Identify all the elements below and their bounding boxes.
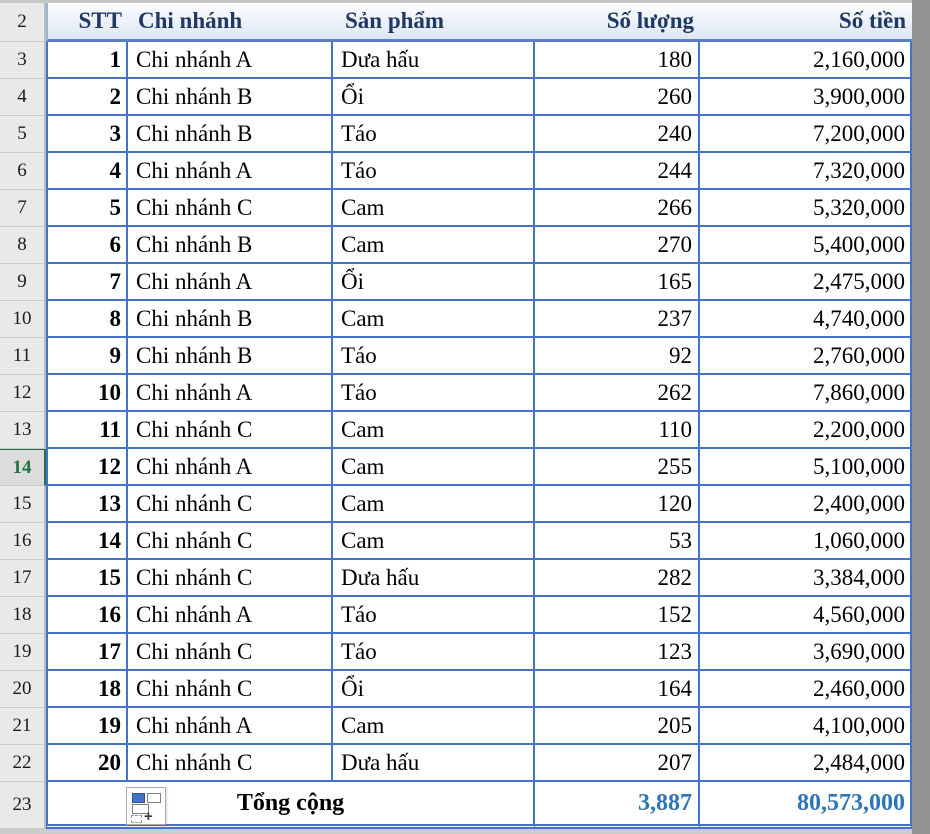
table-row: [0, 227, 912, 264]
row-header[interactable]: 7: [0, 190, 46, 227]
worksheet-grid: [0, 3, 912, 829]
cell-stt[interactable]: 17: [46, 634, 128, 671]
cell-quantity[interactable]: 120: [535, 486, 700, 523]
cell-product[interactable]: Ổi: [333, 671, 535, 708]
cell-branch[interactable]: Chi nhánh A: [128, 449, 333, 486]
table-row: [0, 486, 912, 523]
cell-quantity[interactable]: 123: [535, 634, 700, 671]
cell-amount[interactable]: 5,100,000: [700, 449, 912, 486]
cell-quantity[interactable]: 266: [535, 190, 700, 227]
row-header[interactable]: 9: [0, 264, 46, 301]
cell-quantity[interactable]: 244: [535, 153, 700, 190]
table-row: [0, 116, 912, 153]
cell-amount[interactable]: 2,200,000: [700, 412, 912, 449]
cell-branch[interactable]: Chi nhánh B: [128, 301, 333, 338]
row-header[interactable]: 17: [0, 560, 46, 597]
cell-stt[interactable]: 10: [46, 375, 128, 412]
cell-product[interactable]: Dưa hấu: [333, 745, 535, 782]
cell-branch[interactable]: Chi nhánh C: [128, 486, 333, 523]
cell-amount[interactable]: 7,860,000: [700, 375, 912, 412]
cell-product[interactable]: Táo: [333, 597, 535, 634]
cell-branch[interactable]: Chi nhánh A: [128, 708, 333, 745]
cell-stt[interactable]: 12: [46, 449, 128, 486]
row-header[interactable]: 23: [0, 782, 46, 829]
total-label: Tổng cộng: [236, 789, 345, 816]
cell-amount[interactable]: 5,320,000: [700, 190, 912, 227]
cell-branch[interactable]: Chi nhánh A: [128, 264, 333, 301]
cell-product[interactable]: Cam: [333, 486, 535, 523]
cell-branch[interactable]: Chi nhánh C: [128, 671, 333, 708]
cell-stt[interactable]: 6: [46, 227, 128, 264]
cell-amount[interactable]: 5,400,000: [700, 227, 912, 264]
cell-product[interactable]: Táo: [333, 375, 535, 412]
cell-product[interactable]: Ổi: [333, 79, 535, 116]
table-row: [0, 708, 912, 745]
cell-product[interactable]: Ổi: [333, 264, 535, 301]
table-row: [0, 597, 912, 634]
cell-amount[interactable]: 2,400,000: [700, 486, 912, 523]
row-header[interactable]: 6: [0, 153, 46, 190]
row-header[interactable]: 12: [0, 375, 46, 412]
row-header[interactable]: 14: [0, 449, 46, 486]
table-row: [0, 338, 912, 375]
table-row: [0, 79, 912, 116]
row-header[interactable]: 19: [0, 634, 46, 671]
cell-quantity[interactable]: 165: [535, 264, 700, 301]
cell-product[interactable]: Dưa hấu: [333, 42, 535, 79]
cell-quantity[interactable]: 282: [535, 560, 700, 597]
column-header-stt[interactable]: STT: [46, 3, 128, 42]
cell-product[interactable]: Táo: [333, 116, 535, 153]
cell-quantity[interactable]: 240: [535, 116, 700, 153]
table-row: [0, 523, 912, 560]
cell-branch[interactable]: Chi nhánh C: [128, 523, 333, 560]
cell-amount[interactable]: 2,160,000: [700, 42, 912, 79]
cell-amount[interactable]: 1,060,000: [700, 523, 912, 560]
table-row: [0, 560, 912, 597]
cell-stt[interactable]: 11: [46, 412, 128, 449]
cell-stt[interactable]: 14: [46, 523, 128, 560]
total-amount-cell[interactable]: 80,573,000: [700, 782, 912, 829]
table-row: [0, 634, 912, 671]
table-row: [0, 264, 912, 301]
cell-stt[interactable]: 7: [46, 264, 128, 301]
row-header[interactable]: 15: [0, 486, 46, 523]
cell-branch[interactable]: Chi nhánh B: [128, 227, 333, 264]
cell-stt[interactable]: 19: [46, 708, 128, 745]
cell-amount[interactable]: 3,900,000: [700, 79, 912, 116]
cell-stt[interactable]: 8: [46, 301, 128, 338]
row-header[interactable]: 3: [0, 42, 46, 79]
table-row: [0, 449, 912, 486]
cell-amount[interactable]: 4,560,000: [700, 597, 912, 634]
row-header[interactable]: 10: [0, 301, 46, 338]
table-header-row: [0, 3, 912, 42]
cell-quantity[interactable]: 164: [535, 671, 700, 708]
cell-quantity[interactable]: 255: [535, 449, 700, 486]
cell-amount[interactable]: 4,740,000: [700, 301, 912, 338]
cell-product[interactable]: Cam: [333, 227, 535, 264]
table-row: [0, 375, 912, 412]
table-row: [0, 190, 912, 227]
cell-product[interactable]: Cam: [333, 190, 535, 227]
cell-branch[interactable]: Chi nhánh C: [128, 560, 333, 597]
cell-stt[interactable]: 9: [46, 338, 128, 375]
cell-amount[interactable]: 2,760,000: [700, 338, 912, 375]
cell-stt[interactable]: 3: [46, 116, 128, 153]
total-label-cell[interactable]: [46, 782, 535, 829]
row-header[interactable]: 2: [0, 3, 46, 42]
cell-amount[interactable]: 2,475,000: [700, 264, 912, 301]
table-row: [0, 301, 912, 338]
table-row: [0, 412, 912, 449]
cell-stt[interactable]: 18: [46, 671, 128, 708]
table-row: [0, 671, 912, 708]
cell-branch[interactable]: Chi nhánh C: [128, 745, 333, 782]
cell-stt[interactable]: 2: [46, 79, 128, 116]
cell-product[interactable]: Táo: [333, 634, 535, 671]
cell-branch[interactable]: Chi nhánh B: [128, 338, 333, 375]
row-header[interactable]: 18: [0, 597, 46, 634]
insert-options-button[interactable]: +: [126, 787, 166, 825]
cell-quantity[interactable]: 152: [535, 597, 700, 634]
cell-branch[interactable]: Chi nhánh A: [128, 42, 333, 79]
cell-stt[interactable]: 20: [46, 745, 128, 782]
cell-quantity[interactable]: 207: [535, 745, 700, 782]
row-header[interactable]: 8: [0, 227, 46, 264]
total-quantity-cell[interactable]: 3,887: [535, 782, 700, 829]
cell-quantity[interactable]: 260: [535, 79, 700, 116]
table-row: [0, 745, 912, 782]
column-header-amount[interactable]: Số tiền: [700, 3, 912, 42]
cell-stt[interactable]: 16: [46, 597, 128, 634]
cell-product[interactable]: Cam: [333, 523, 535, 560]
cell-branch[interactable]: Chi nhánh C: [128, 190, 333, 227]
cell-amount[interactable]: 2,484,000: [700, 745, 912, 782]
right-edge-strip: [912, 0, 930, 834]
column-header-branch[interactable]: Chi nhánh: [128, 3, 333, 42]
cell-quantity[interactable]: 110: [535, 412, 700, 449]
cell-quantity[interactable]: 205: [535, 708, 700, 745]
cell-quantity[interactable]: 262: [535, 375, 700, 412]
cell-product[interactable]: Táo: [333, 153, 535, 190]
row-header[interactable]: 5: [0, 116, 46, 153]
cell-branch[interactable]: Chi nhánh C: [128, 412, 333, 449]
cell-quantity[interactable]: 92: [535, 338, 700, 375]
cell-stt[interactable]: 1: [46, 42, 128, 79]
row-header[interactable]: 22: [0, 745, 46, 782]
cell-branch[interactable]: Chi nhánh C: [128, 634, 333, 671]
cell-branch[interactable]: Chi nhánh A: [128, 597, 333, 634]
table-body: [0, 42, 912, 782]
cell-stt[interactable]: 5: [46, 190, 128, 227]
cell-product[interactable]: Cam: [333, 412, 535, 449]
row-header[interactable]: 13: [0, 412, 46, 449]
cell-amount[interactable]: 2,460,000: [700, 671, 912, 708]
row-header[interactable]: 16: [0, 523, 46, 560]
column-header-product[interactable]: Sản phẩm: [333, 3, 535, 42]
cell-quantity[interactable]: 270: [535, 227, 700, 264]
cell-stt[interactable]: 15: [46, 560, 128, 597]
cell-stt[interactable]: 4: [46, 153, 128, 190]
table-row: [0, 42, 912, 79]
cell-stt[interactable]: 13: [46, 486, 128, 523]
column-header-quantity[interactable]: Số lượng: [535, 3, 700, 42]
row-header[interactable]: 11: [0, 338, 46, 375]
cell-product[interactable]: Dưa hấu: [333, 560, 535, 597]
cell-product[interactable]: Cam: [333, 708, 535, 745]
cell-branch[interactable]: Chi nhánh A: [128, 153, 333, 190]
cell-branch[interactable]: Chi nhánh B: [128, 79, 333, 116]
row-header[interactable]: 21: [0, 708, 46, 745]
row-header[interactable]: 20: [0, 671, 46, 708]
cell-amount[interactable]: 4,100,000: [700, 708, 912, 745]
cell-amount[interactable]: 3,384,000: [700, 560, 912, 597]
cell-product[interactable]: Táo: [333, 338, 535, 375]
cell-amount[interactable]: 7,200,000: [700, 116, 912, 153]
cell-quantity[interactable]: 237: [535, 301, 700, 338]
cell-product[interactable]: Cam: [333, 449, 535, 486]
cell-quantity[interactable]: 180: [535, 42, 700, 79]
cell-product[interactable]: Cam: [333, 301, 535, 338]
cell-quantity[interactable]: 53: [535, 523, 700, 560]
cell-amount[interactable]: 3,690,000: [700, 634, 912, 671]
row-header[interactable]: 4: [0, 79, 46, 116]
cell-branch[interactable]: Chi nhánh A: [128, 375, 333, 412]
cell-branch[interactable]: Chi nhánh B: [128, 116, 333, 153]
cell-amount[interactable]: 7,320,000: [700, 153, 912, 190]
table-row: [0, 153, 912, 190]
